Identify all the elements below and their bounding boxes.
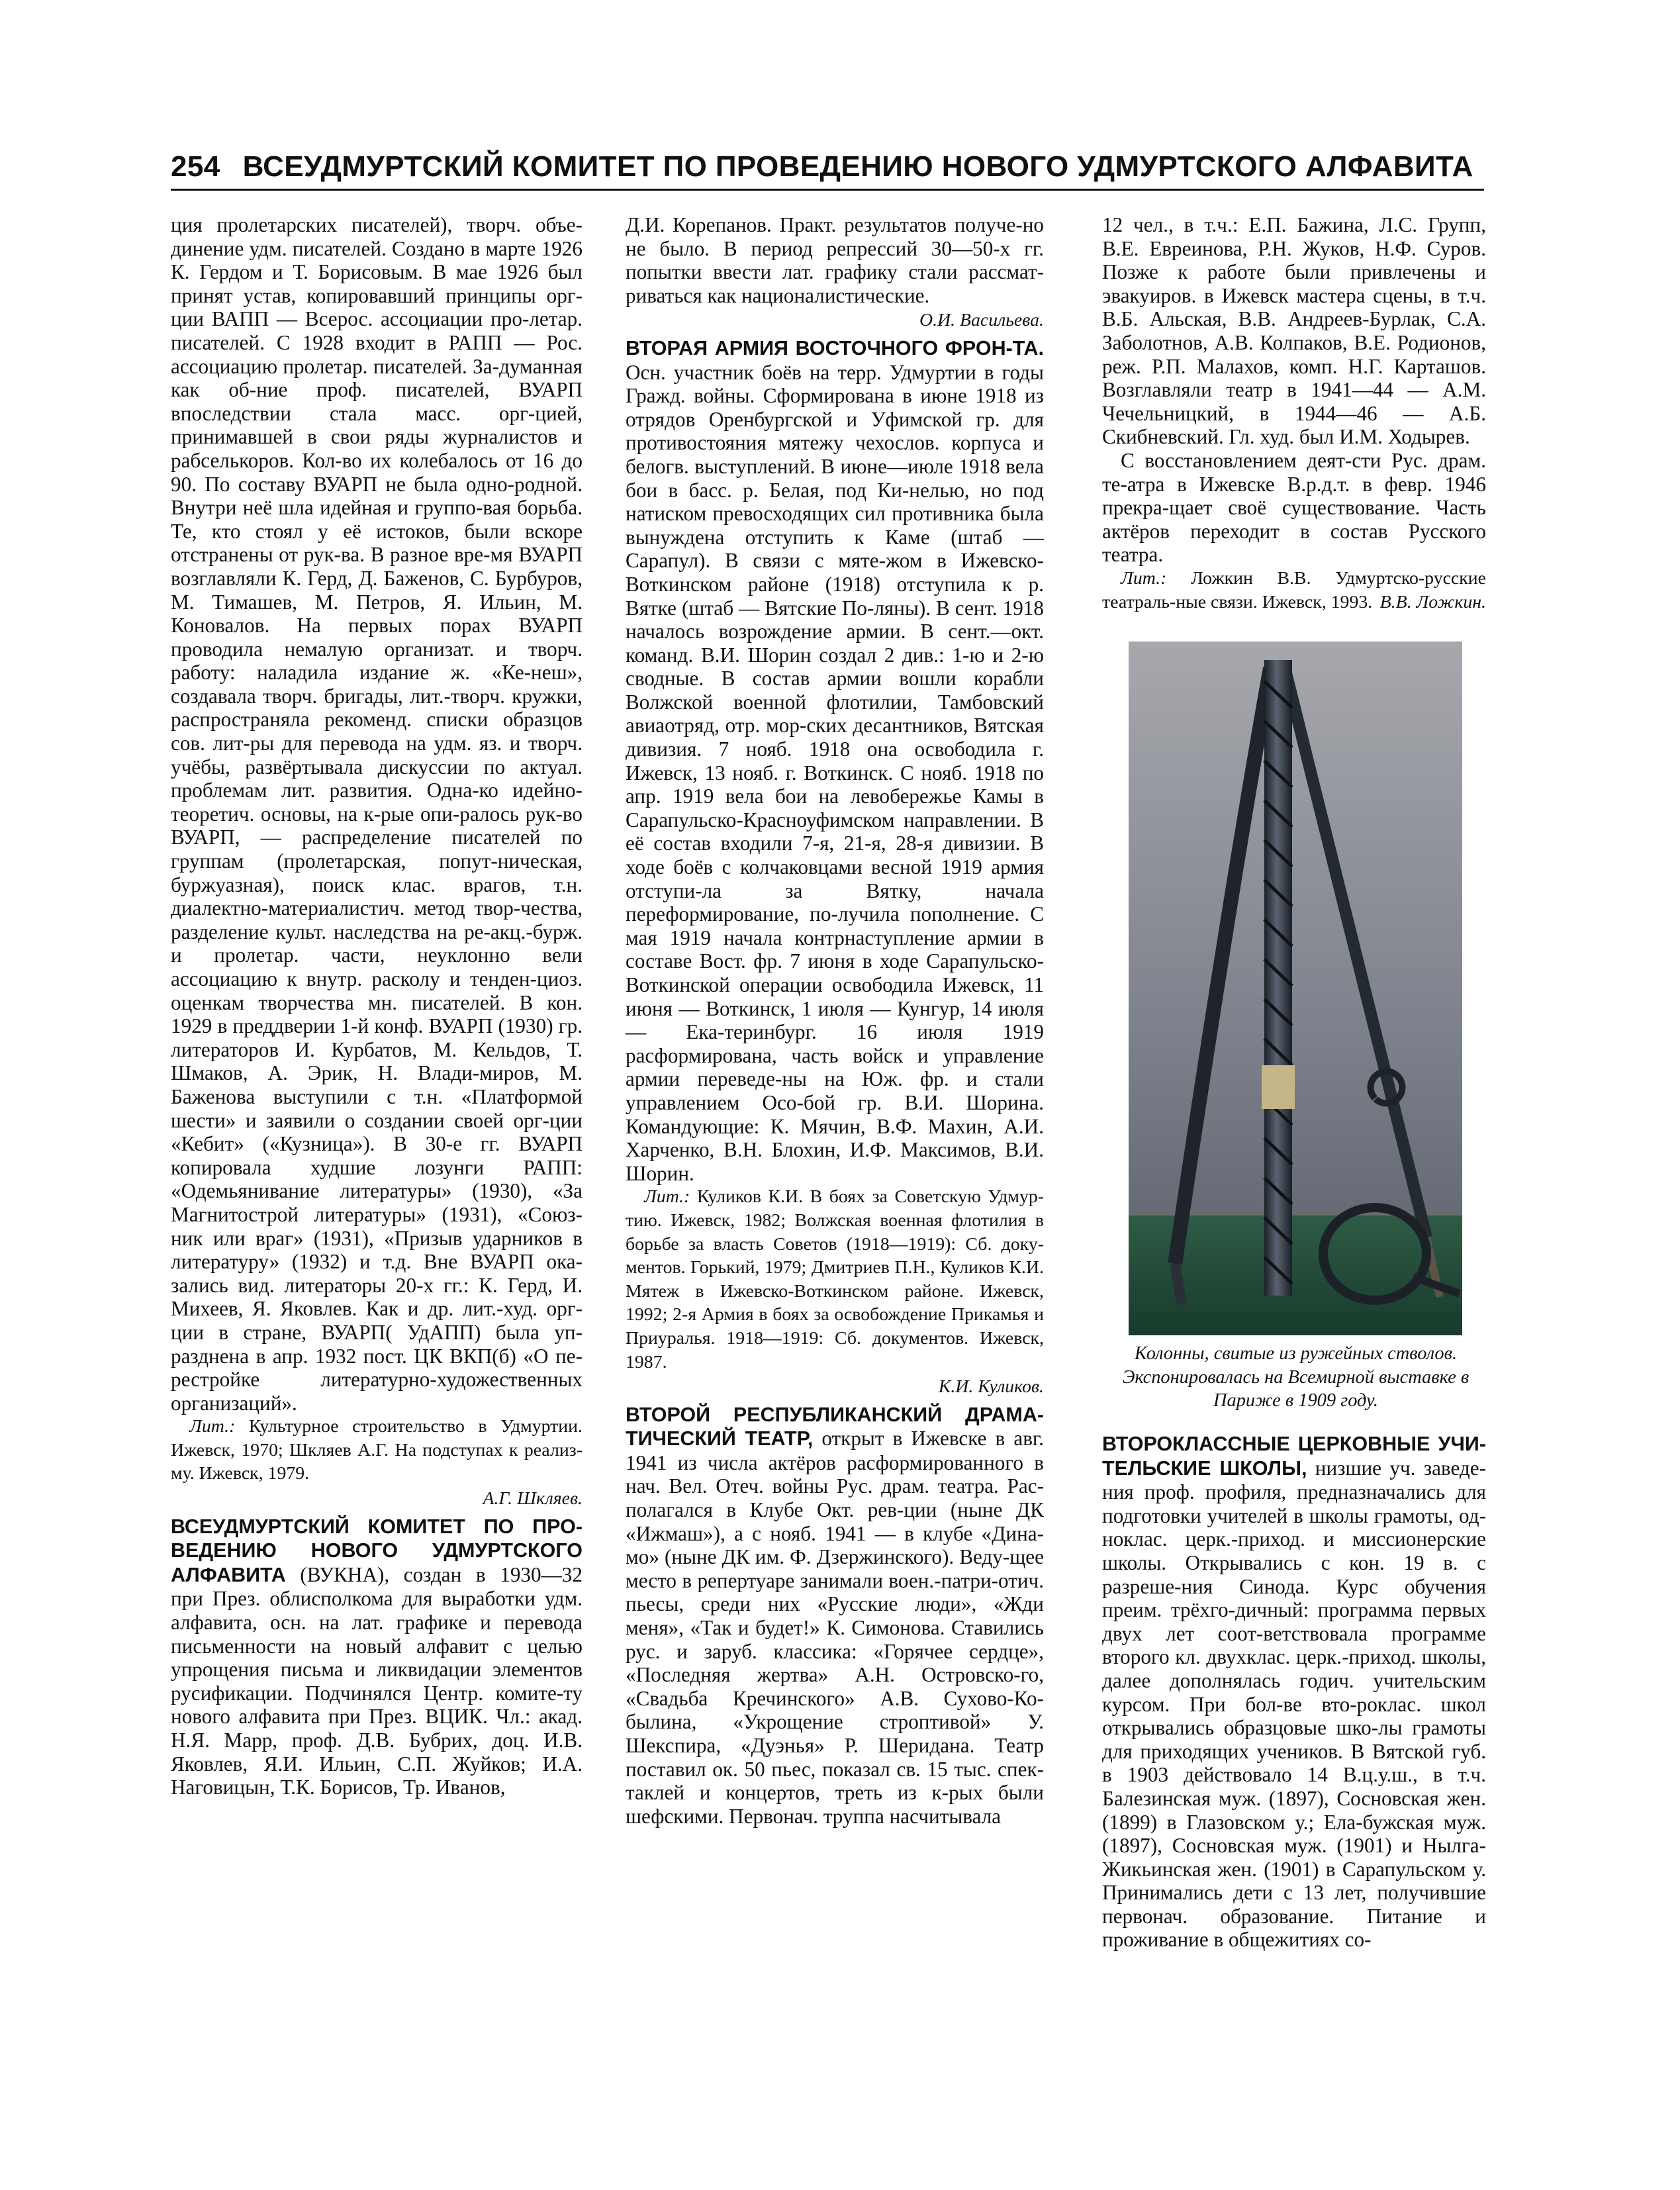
- entry-heading: ВТОРОЙ РЕСПУБЛИКАНСКИЙ ДРАМА-ТИЧЕСКИЙ ТЕАТР,: [626, 1403, 1044, 1451]
- article-entry: [626, 336, 1044, 1185]
- article-text: С восстановлением деят-сти Рус. драм. те-атра в Ижевске В.р.д.т. в февр. 1946 прекра-щает своё существование. Часть актёров переходит в состав Русского театра.: [1102, 448, 1486, 567]
- column-3: [1102, 213, 1486, 618]
- entry-heading: ВТОРАЯ АРМИЯ ВОСТОЧНОГО ФРОН-ТА.: [626, 336, 1044, 359]
- running-header: [171, 139, 1484, 191]
- entry-text: открыт в Ижевске в авг. 1941 из числа актёров расформированного в нач. Вел. Отеч. войны Рус. драм. театра. Рас-полагался в Клубе Окт. рев-ции (ныне ДК «Ижмаш»), а с нояб. 1941 — в клубе «Дина-мо» (ныне ДК им. Ф. Дзержинского). Веду-щее место в репертуаре занимали воен.-патри-отич. пьесы, среди них «Русские люди», «Жди меня», «Так и будет!» К. Симонова. Ставились рус. и заруб. классика: «Горячее сердце», «Последняя жертва» А.Н. Островско-го, «Свадьба Кречинского» А.В. Сухово-Ко-былина, «Укрощение строптивой» У. Шекспира, «Дуэнья» Р. Шеридана. Театр поставил ок. 50 пьес, показал св. 15 тыс. спек-таклей и концертов, треть из к-рых были шефскими. Первонач. труппа насчитывала: [626, 1427, 1044, 1828]
- article-author: В.В. Ложкин.: [1379, 591, 1486, 612]
- literature-text: Ложкин В.В. Удмуртско-русские театраль-ные связи. Ижевск, 1993.: [1102, 567, 1486, 612]
- article-text: Д.И. Корепанов. Практ. результатов получе-но не было. В период репрессий 30—50-х гг. попытки ввести лат. графику стали рассмат-риваться как националистические.: [626, 213, 1044, 307]
- column-1: [171, 213, 583, 1799]
- article-author: О.И. Васильева.: [919, 310, 1044, 331]
- photo-caption: Колонны, свитые из ружейных стволов. Экспонировалась на Всемирной выставке в Париже в 1909 году.: [1122, 1343, 1470, 1411]
- article-text: 12 чел., в т.ч.: Е.П. Бажина, Л.С. Групп, В.Е. Евреинова, Р.Н. Жуков, Н.Ф. Суров. Позже к работе были привлечены и эвакуиров. в Ижевск мастера сцены, в т.ч. В.Б. Альская, В.В. Андреев-Бурлак, С.А. Заболотнов, А.В. Колпаков, В.Е. Родионов, реж. Р.П. Малахов, комп. Н.Г. Карташов. Возглавляли театр в 1941—44 — А.М. Чечельницкий, в 1944—46 — А.Б. Скибневский. Гл. худ. был И.М. Ходырев.: [1102, 213, 1486, 449]
- article-author: К.И. Куликов.: [938, 1376, 1044, 1398]
- entry-heading: ВСЕУДМУРТСКИЙ КОМИТЕТ ПО ПРО-ВЕДЕНИЮ НОВОГО УДМУРТСКОГО АЛФАВИТА: [171, 1515, 583, 1586]
- entry-heading: ВТОРОКЛАССНЫЕ ЦЕРКОВНЫЕ УЧИ-ТЕЛЬСКИЕ ШКОЛЫ,: [1102, 1433, 1486, 1480]
- page-number: 254: [171, 150, 220, 183]
- photo-illustration: [1129, 642, 1462, 1335]
- article-entry: [626, 1403, 1044, 1829]
- literature-label: Лит.:: [644, 1186, 690, 1208]
- column-3-continued: [1102, 1432, 1486, 1952]
- article-author: А.Г. Шкляев.: [483, 1488, 583, 1509]
- article-entry: [1102, 1432, 1486, 1952]
- article-entry: [171, 1515, 583, 1799]
- entry-text: (ВУКНА), создан в 1930—32 при През. облисполкома для выработки удм. алфавита, осн. на лат. графике и перевода письменности на новый алфавит с целью упрощения письма и ликвидации элементов русификации. Подчинялся Центр. комите-ту нового алфавита при През. ВЦИК. Чл.: акад. Н.Я. Марр, проф. Д.В. Бубрих, доц. И.В. Яковлев, Я.И. Ильин, С.П. Жуйков; И.А. Наговицын, Т.К. Борисов, Тр. Иванов,: [171, 1562, 583, 1799]
- literature-label: Лит.:: [1121, 567, 1167, 589]
- literature-note: [626, 1185, 1044, 1374]
- literature-note: [171, 1415, 583, 1486]
- entry-text: низшие уч. заведе-ния проф. профиля, предназначались для подготовки учителей в школы грамоты, од-ноклас. церк.-приход. и миссионерские школы. Открывались с кон. 19 в. с разреше-ния Синода. Курс обучения преим. трёхго-дичный: программа первых двух лет соот-ветствовала программе второго кл. двухклас. церк.-приход. школы, далее дополнялась годич. учительским курсом. При бол-ве вто-роклас. школ открывались образцовые шко-лы грамоты для приходящих учеников. В Вятской губ. в 1903 действовало 14 В.ц.у.ш., в т.ч. Балезинская муж. (1897), Сосновская жен. (1899) в Глазовском у.; Ела-бужская муж. (1897), Сосновская муж. (1901) и Нылга-Жикьинская жен. (1901) в Сарапульском у. Принимались дети с 13 лет, получившие первонач. образование. Питание и проживание в общежитиях со-: [1102, 1456, 1486, 1952]
- photo-rifle-barrel-columns: [1129, 642, 1462, 1335]
- running-title: ВСЕУДМУРТСКИЙ КОМИТЕТ ПО ПРОВЕДЕНИЮ НОВОГО УДМУРТСКОГО АЛФАВИТА: [242, 150, 1473, 183]
- article-text: ция пролетарских писателей), творч. объе-динение удм. писателей. Создано в марте 1926 К. Гердом и Т. Борисовым. В мае 1926 был принят устав, копировавший принципы орг-ции ВАПП — Всерос. ассоциации про-летар. писателей. С 1928 входит в РАПП — Рос. ассоциацию пролетар. писателей. За-думанная как об-ние проф. писателей, ВУАРП впоследствии стала масс. орг-цией, принимавшей в свои ряды журналистов и рабселькоров. Кол-во их колебалось от 16 до 90. По составу ВУАРП не была одно-родной. Внутри неё шла идейная и группо-вая борьба. Те, кто стоял у её истоков, были вскоре отстранены от рук-ва. В разное вре-мя ВУАРП возглавляли К. Герд, Д. Баженов, С. Бурбуров, М. Тимашев, М. Петров, Я. Ильин, М. Коновалов. На первых порах ВУАРП проводила немалую организат. и творч. работу: наладила издание ж. «Ке-неш», создавала творч. бригады, лит.-творч. кружки, распространяла рекоменд. списки образцов сов. лит-ры для перевода на удм. яз. и творч. учёбы, развёртывала дискуссии по актуал. проблемам лит. развития. Одна-ко идейно-теоретич. основы, на к-рые опи-ралось рук-во ВУАРП, — распределение писателей по группам (пролетарская, попут-ническая, буржуазная), поиск клас. врагов, т.н. диалектно-материалистич. метод твор-чества, разделение культ. наследства на ре-акц.-бурж. и пролетар. части, неуклонно вели ассоциацию к внутр. расколу и тенден-циоз. оценкам творчества мн. писателей. В кон. 1929 в преддверии 1-й конф. ВУАРП (1930) гр. литераторов И. Курбатов, М. Кельдов, Т. Шмаков, А. Эрик, Н. Влади-миров, М. Баженова выступили с т.н. «Платформой шести» и заявили о создании своей орг-ции «Кебит» («Кузница»). В 30-е гг. ВУАРП копировала худшие лозунги РАПП: «Одемьянивание литературы» (1930), «За Магнитострой литературы» (1931), «Союз-ник или враг» (1931), «Призыв ударников в литературу» (1932) и т.д. Вне ВУАРП ока-зались вид. литераторы 20-х гг.: К. Герд, И. Михеев, Я. Яковлев. Как и др. лит.-худ. орг-ции в стране, ВУАРП( УдАПП) была уп-разднена в апр. 1932 пост. ЦК ВКП(б) «О пе-рестройке литературно-художественных организаций».: [171, 213, 583, 1415]
- literature-label: Лит.:: [189, 1416, 236, 1437]
- column-2: [626, 213, 1044, 1828]
- literature-text: Культурное строительство в Удмуртии. Ижевск, 1970; Шкляев А.Г. На подступах к реализ-му. Ижевск, 1979.: [171, 1416, 583, 1484]
- literature-text: Куликов К.И. В боях за Советскую Удмур-тию. Ижевск, 1982; Волжская военная флотилия в борьбе за власть Советов (1918—1919): Сб. доку-ментов. Горький, 1979; Дмитриев П.Н., Куликов К.И. Мятеж в Ижевско-Воткинском районе. Ижевск, 1992; 2-я Армия в боях за освобождение Прикамья и Приуралья. 1918—1919: Сб. документов. Ижевск, 1987.: [626, 1186, 1044, 1372]
- entry-text: Осн. участник боёв на терр. Удмуртии в годы Гражд. войны. Сформирована в июне 1918 из отрядов Оренбургской и Уфимской гр. для противостояния мятежу чехослов. корпуса и белогв. выступлений. В июне—июле 1918 вела бои в басс. р. Белая, под Ки-нелью, но под натиском превосходящих сил противника была вынуждена отступить к Каме (штаб — Сарапул). В связи с мяте-жом в Ижевско-Воткинском районе (1918) отступила к р. Вятке (штаб — Вятские По-ляны). В сент. 1918 началось возрождение армии. В сент.—окт. команд. В.И. Шорин создал 2 див.: 1-ю и 2-ю сводные. В состав армии вошли корабли Волжской военной флотилии, Тамбовский авиаотряд, отр. мор-ских десантников, Вятская дивизия. 7 нояб. 1918 она освободила г. Ижевск, 13 нояб. г. Воткинск. С нояб. 1918 по апр. 1919 вела бои на левобережье Камы в Сарапульско-Красноуфимском направлении. В её состав входили 7-я, 21-я, 28-я дивизии. В ходе боёв с колчаковцами весной 1919 армия отступи-ла за Вятку, начала переформирование, по-лучила пополнение. С мая 1919 начала контрнаступление армии в составе Вост. фр. 7 июня в ходе Сарапульско-Воткинской операции освободила Ижевск, 11 июня — Воткинск, 1 июля — Кунгур, 14 июля — Ека-теринбург. 16 июля 1919 расформирована, часть войск и управление армии переведе-ны на Юж. фр. и стали управлением Осо-бой гр. В.И. Шорина. Командующие: К. Мячин, В.Ф. Махин, А.И. Харченко, В.Н. Блохин, И.Ф. Максимов, В.И. Шорин.: [626, 360, 1044, 1185]
